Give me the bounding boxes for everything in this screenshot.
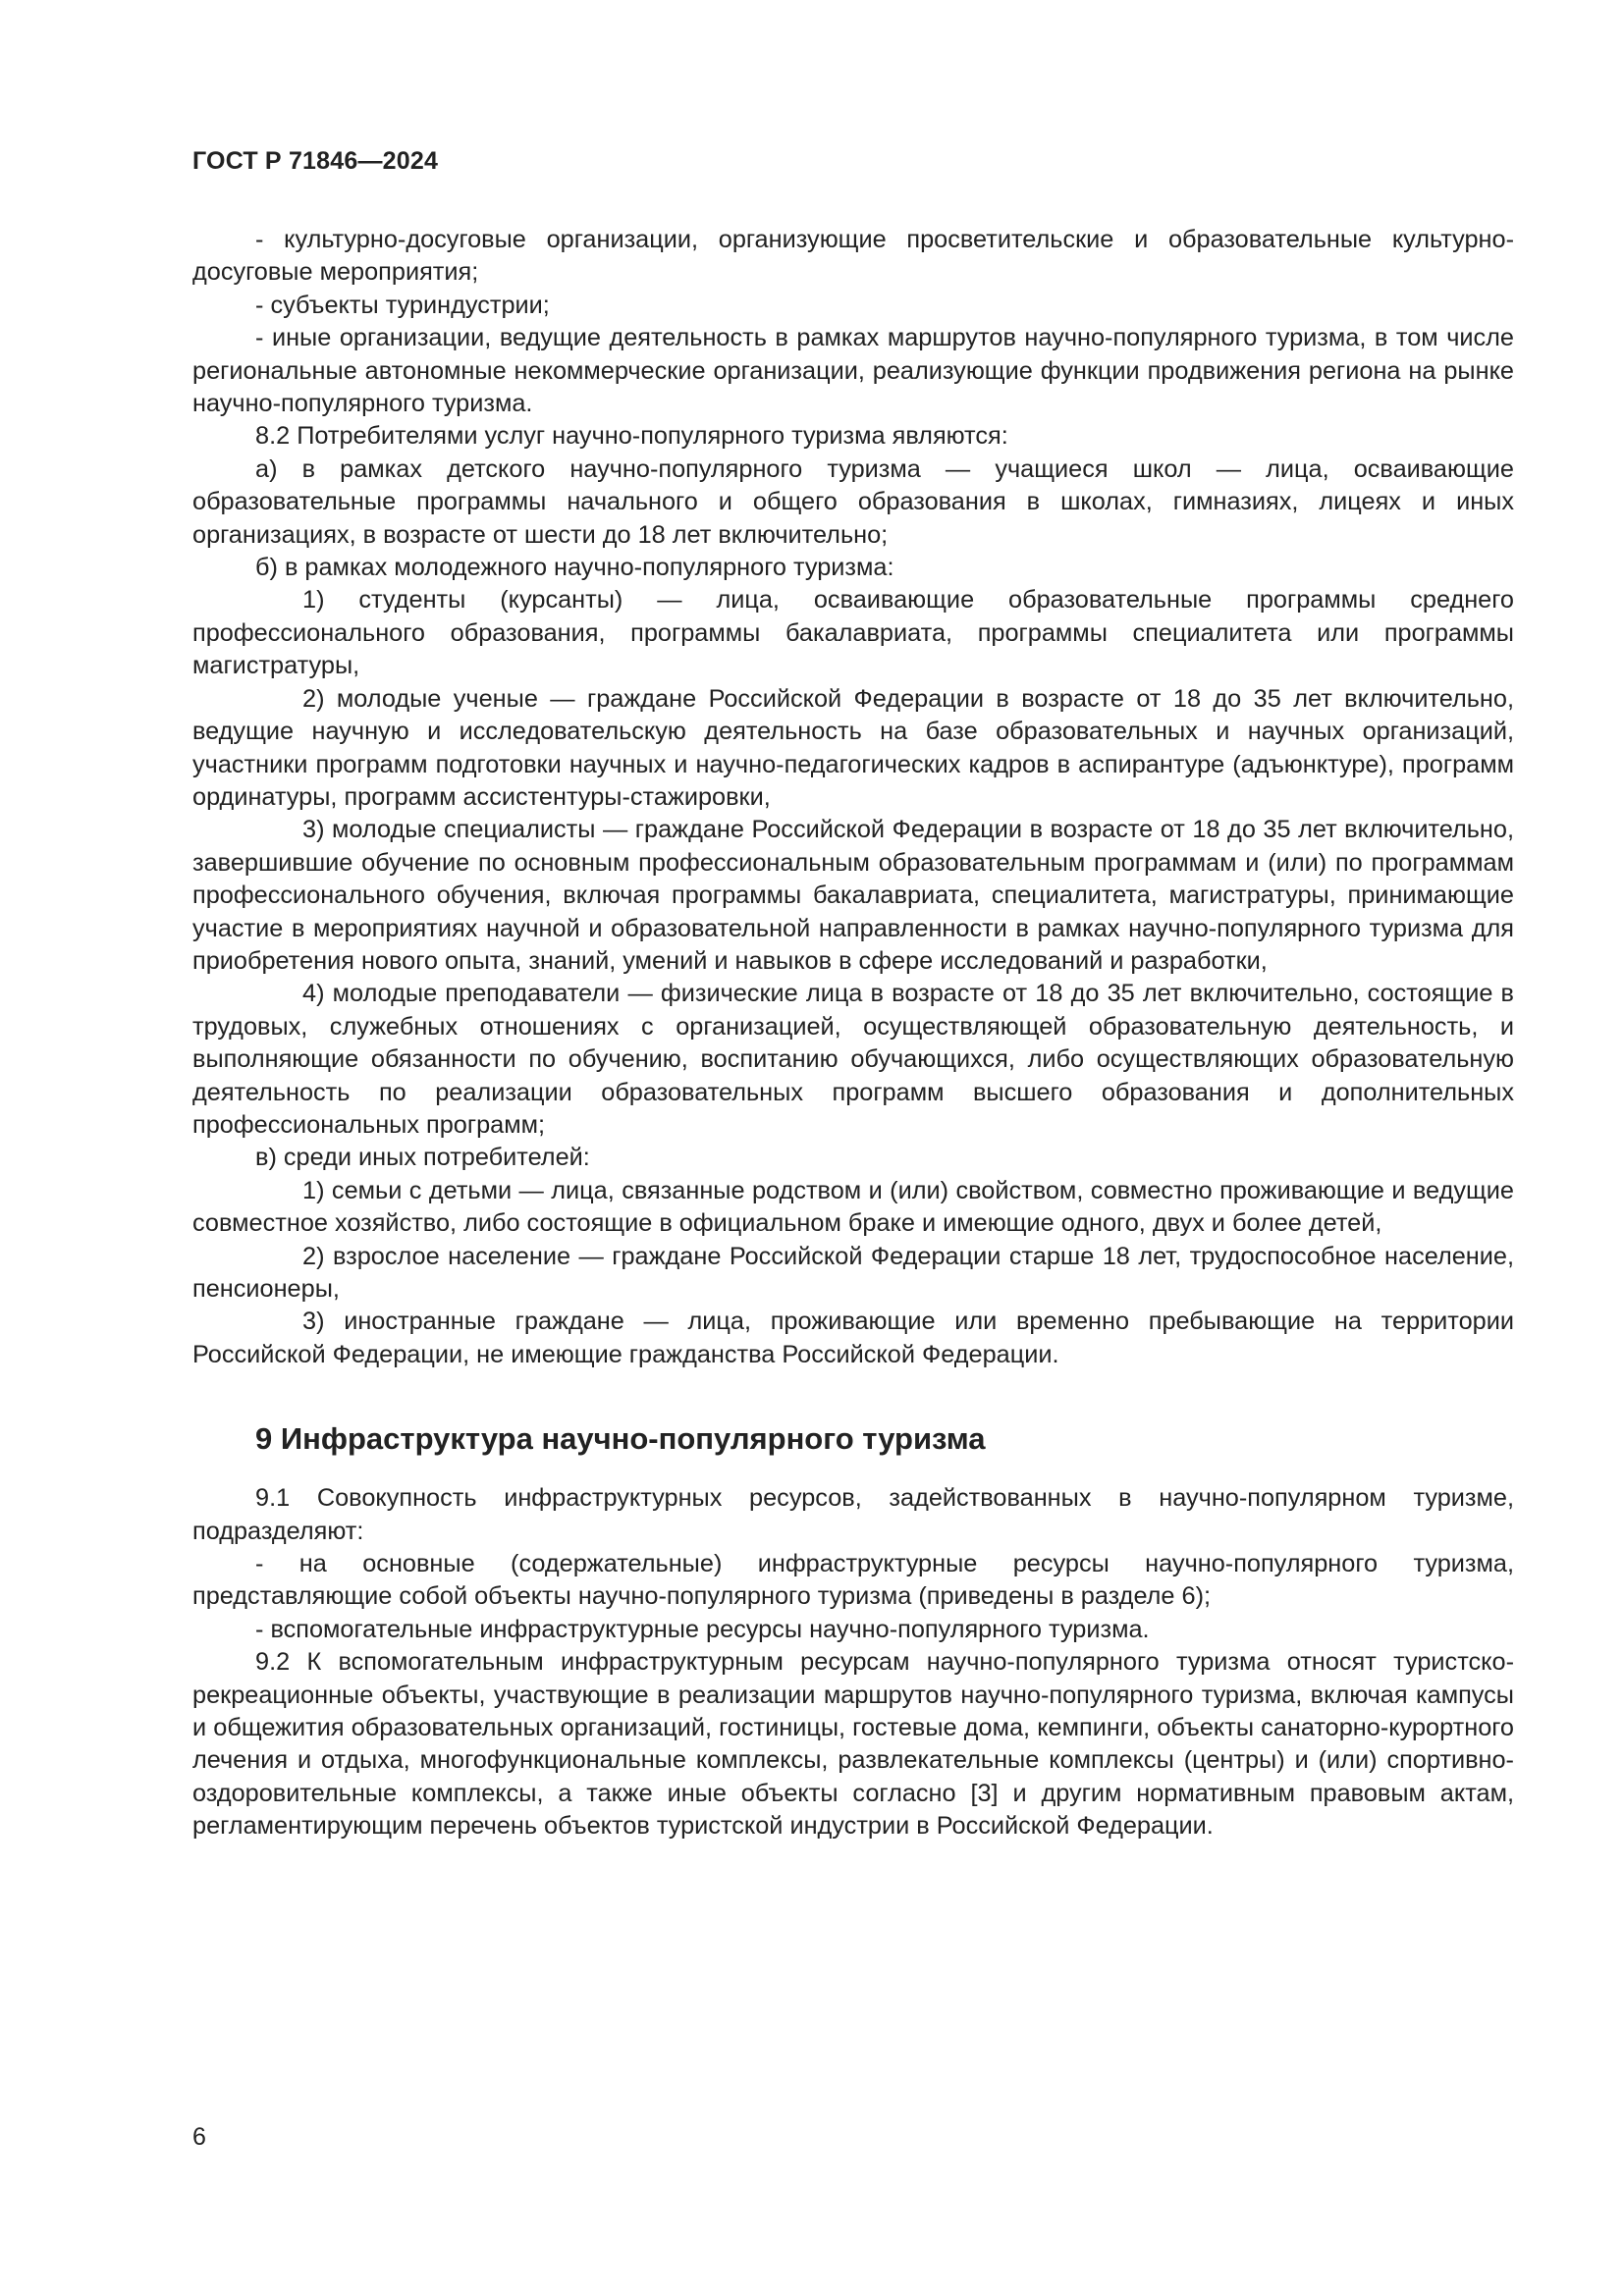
paragraph: 3) молодые специалисты — граждане Российской Федерации в возрасте от 18 до 35 лет включительно, завершившие обучение по основным профессиональным образовательным программам и (или) по программам профессионального обучения, включая программы бакалавриата, специалитета, магистратуры, принимающие участие в мероприятиях научной и образовательной направленности в рамках научно-популярного туризма для приобретения нового опыта, знаний, умений и навыков в сфере исследований и разработки, xyxy=(192,816,1514,975)
page-number: 6 xyxy=(192,2123,206,2151)
paragraph: 1) семьи с детьми — лица, связанные родством и (или) свойством, совместно проживающие и ведущие совместное хозяйство, либо состоящие в официальном браке и имеющие одного, двух и более детей, xyxy=(192,1176,1514,1238)
paragraph: 4) молодые преподаватели — физические лица в возрасте от 18 до 35 лет включительно, состоящие в трудовых, служебных отношениях с организацией, осуществляющей образовательную деятельность, и выполняющие обязанности по обучению, воспитанию обучающихся, либо осуществляющих образовательную деятельность по реализации образовательных программ высшего образования и дополнительных профессиональных программ; xyxy=(192,980,1514,1139)
document-header: ГОСТ Р 71846—2024 xyxy=(192,147,439,175)
paragraph: - субъекты туриндустрии; xyxy=(255,291,550,319)
document-body xyxy=(192,224,1514,1843)
paragraph: 2) молодые ученые — граждане Российской Федерации в возрасте от 18 до 35 лет включительно, ведущие научную и исследовательскую деятельность на базе образовательных и научных организаций, участники программ подготовки научных и научно-педагогических кадров в аспирантуре (адъюнктуре), программ ординатуры, программ ассистентуры-стажировки, xyxy=(192,684,1514,811)
section-title: 9 Инфраструктура научно-популярного туризма xyxy=(255,1421,986,1457)
paragraph: 3) иностранные граждане — лица, проживающие или временно пребывающие на территории Российской Федерации, не имеющие гражданства Российской Федерации. xyxy=(192,1308,1514,1368)
paragraphs-clause-8 xyxy=(192,224,1514,1371)
paragraph: 9.1 Совокупность инфраструктурных ресурсов, задействованных в научно-популярном туризме, подразделяют: xyxy=(192,1484,1514,1545)
paragraph: 8.2 Потребителями услуг научно-популярного туризма являются: xyxy=(255,422,1008,451)
paragraph: - на основные (содержательные) инфраструктурные ресурсы научно-популярного туризма, представляющие собой объекты научно-популярного туризма (приведены в разделе 6); xyxy=(192,1550,1514,1611)
paragraph: в) среди иных потребителей: xyxy=(255,1144,590,1172)
paragraph: - культурно-досуговые организации, организующие просветительские и образовательные культурно-досуговые мероприятия; xyxy=(192,226,1514,287)
paragraph: б) в рамках молодежного научно-популярного туризма: xyxy=(255,554,894,582)
paragraph: - иные организации, ведущие деятельность в рамках маршрутов научно-популярного туризма, в том числе региональные автономные некоммерческие организации, реализующие функции продвижения региона на рынке научно-популярного туризма. xyxy=(192,324,1514,418)
paragraph: - вспомогательные инфраструктурные ресурсы научно-популярного туризма. xyxy=(255,1615,1150,1643)
paragraph: 2) взрослое население — граждане Российской Федерации старше 18 лет, трудоспособное население, пенсионеры, xyxy=(192,1242,1514,1303)
paragraph: 9.2 К вспомогательным инфраструктурным ресурсам научно-популярного туризма относят туристско-рекреационные объекты, участвующие в реализации маршрутов научно-популярного туризма, включая кампусы и общежития образовательных организаций, гостиницы, гостевые дома, кемпинги, объекты санаторно-курортного лечения и отдыха, многофункциональные комплексы, развлекательные комплексы (центры) и (или) спортивно-оздоровительные комплексы, а также иные объекты согласно [3] и другим нормативным правовым актам, регламентирующим перечень объектов туристской индустрии в Российской Федерации. xyxy=(192,1648,1514,1841)
paragraph: а) в рамках детского научно-популярного туризма — учащиеся школ — лица, осваивающие образовательные программы начального и общего образования в школах, гимназиях, лицеях и иных организациях, в возрасте от шести до 18 лет включительно; xyxy=(192,454,1514,549)
paragraphs-clause-9 xyxy=(192,1482,1514,1842)
paragraph: 1) студенты (курсанты) — лица, осваивающие образовательные программы среднего профессионального образования, программы бакалавриата, программы специалитета или программы магистратуры, xyxy=(192,586,1514,680)
